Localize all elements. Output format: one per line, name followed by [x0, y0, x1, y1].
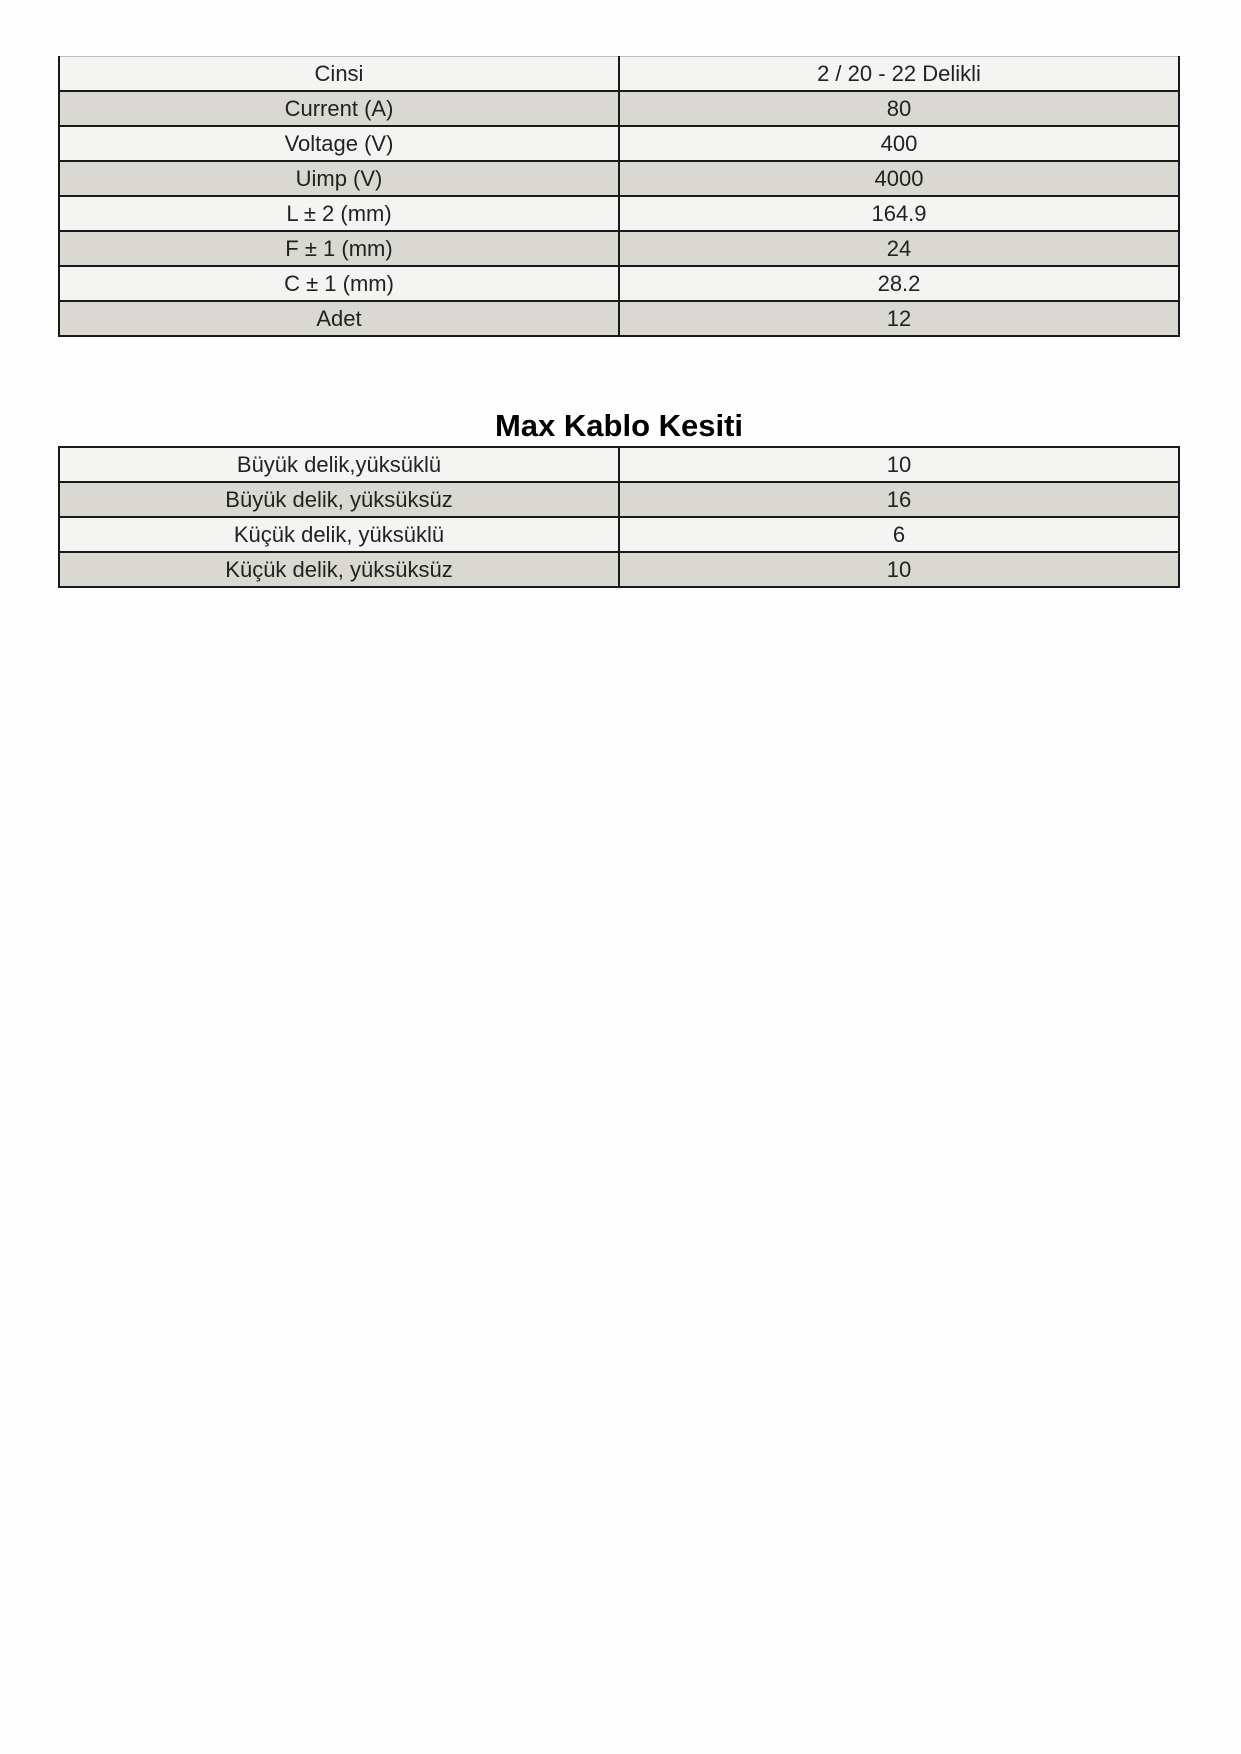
- spec-value: 28.2: [619, 266, 1179, 301]
- cable-label: Büyük delik,yüksüklü: [59, 447, 619, 482]
- spec-value: 2 / 20 - 22 Delikli: [619, 57, 1179, 92]
- section-title: Max Kablo Kesiti: [494, 408, 744, 443]
- spec-value: 4000: [619, 161, 1179, 196]
- table-row: [59, 91, 1179, 126]
- spec-label: Adet: [59, 301, 619, 336]
- spec-value: 400: [619, 126, 1179, 161]
- table-row: [59, 126, 1179, 161]
- spec-value: 80: [619, 91, 1179, 126]
- table-row: [59, 517, 1179, 552]
- table-row: [59, 447, 1179, 482]
- table-row: [59, 301, 1179, 336]
- table-row: [59, 482, 1179, 517]
- spec-label: Current (A): [59, 91, 619, 126]
- cable-value: 6: [619, 517, 1179, 552]
- table-row: [59, 552, 1179, 587]
- cable-label: Küçük delik, yüksüksüz: [59, 552, 619, 587]
- spec-label: F ± 1 (mm): [59, 231, 619, 266]
- cable-value: 10: [619, 552, 1179, 587]
- spec-label: C ± 1 (mm): [59, 266, 619, 301]
- table-row: [59, 57, 1179, 92]
- cable-value: 16: [619, 482, 1179, 517]
- cable-section-table: [58, 446, 1180, 588]
- table-row: [59, 231, 1179, 266]
- spec-value: 24: [619, 231, 1179, 266]
- table-row: [59, 161, 1179, 196]
- table-row: [59, 266, 1179, 301]
- spec-label: L ± 2 (mm): [59, 196, 619, 231]
- spec-label: Uimp (V): [59, 161, 619, 196]
- specs-table: [58, 56, 1180, 337]
- cable-label: Büyük delik, yüksüksüz: [59, 482, 619, 517]
- table-row: [59, 196, 1179, 231]
- cable-label: Küçük delik, yüksüklü: [59, 517, 619, 552]
- spec-value: 12: [619, 301, 1179, 336]
- spec-value: 164.9: [619, 196, 1179, 231]
- spec-label: Voltage (V): [59, 126, 619, 161]
- spec-label: Cinsi: [59, 57, 619, 92]
- cable-value: 10: [619, 447, 1179, 482]
